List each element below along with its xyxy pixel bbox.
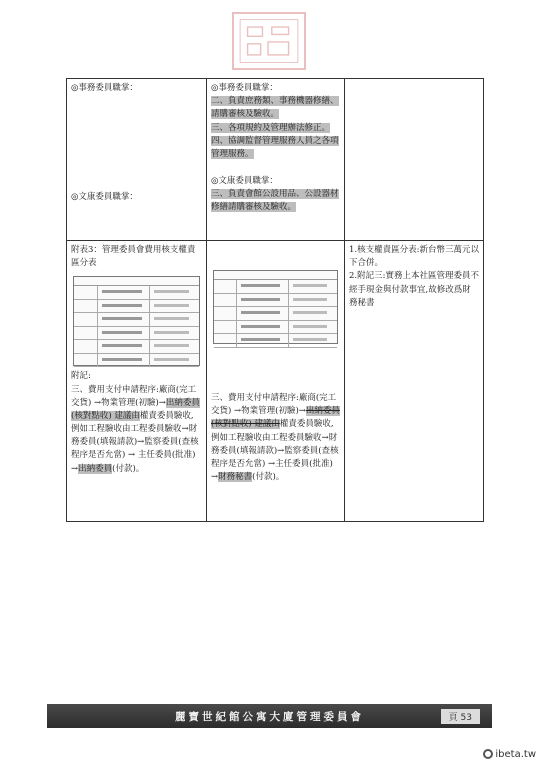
revised-table-thumbnail [213,270,338,344]
cashier-payment-highlight: 出納委員 [78,463,113,474]
cell-revised-annex [207,241,345,522]
table-row [67,79,484,241]
cell-original [67,79,207,241]
explanation-item-1: 1.核支權責區分表:新台幣三萬元以下合併。 [349,245,479,269]
cell-original-annex [67,241,207,522]
seal-glyphs [234,14,304,68]
site-watermark: ibeta.tw [483,749,536,760]
cashier-verify-highlight: 出納委員(核對點收) 建議由 [71,397,200,421]
affairs-duty-label: ◎事務委員職掌： [71,83,138,93]
cell-explanation [345,241,484,522]
annex-title: 附表3：管理委員會費用核支權責區分表 [71,245,196,269]
footer-band [47,704,492,728]
fee-authority-table [66,78,484,522]
cashier-verify-struck: 出納委員(核對點收) 建議由 [211,406,340,430]
affairs-item-2: 二、負責庶務類、事務機器修繕、請購審核及驗收。 [211,96,339,120]
culture-duty-label: ◎文康委員職掌： [71,192,138,203]
page-number: 頁 53 [441,709,480,724]
committee-title: 麗寶世紀館公寓大廈管理委員會 [175,710,364,723]
annex-table-thumbnail [73,276,200,366]
explanation-item-2: 2.附記三:實務上本社區管理委員不經手現金與付款事宜,故修改爲財務秘書 [349,271,479,308]
red-seal-stamp [232,12,306,70]
watermark-logo-icon [483,749,493,759]
cell-revised [207,79,345,241]
affairs-item-3: 三、各項規約及管理辦法修正。 [211,122,331,133]
affairs-duty-heading: ◎事務委員職掌： [211,83,278,93]
note-label: 附記: [71,371,91,382]
payment-procedure-original: 三、費用支付申請程序:廠商(完工交貨) →物業管理(初驗)→出納委員(核對點收) 建議由權責委員驗收,例如工程驗收由工程委員驗收→財務委員(填報請款)→監察委員(查核程序是否允當) → 主任委員(批准) →出納委員(付款)。 [71,384,200,474]
affairs-item-4: 四、協調監督管理服務人員之各項管理服務。 [211,135,339,159]
payment-procedure-revised: 三、費用支付申請程序:廠商(完工交貨) →物業管理(初驗)→出納委員(核對點收) 建議由權責委員驗收,例如工程驗收由工程委員驗收→財務委員(填報請款)→監察委員(查核程序是否允當) →主任委員(批准) →財務秘書(付款)。 [211,393,340,483]
cell-notes-empty [345,79,484,241]
thumbnail-header [74,277,199,286]
culture-item-3: 三、負責會館公設用品、公設器材修繕請購審核及驗收。 [211,189,339,213]
table-row [67,241,484,522]
culture-duty-heading: ◎文康委員職掌： [211,176,278,187]
thumbnail-header [214,271,337,280]
finance-secretary-highlight: 財務秘書 [218,472,253,483]
